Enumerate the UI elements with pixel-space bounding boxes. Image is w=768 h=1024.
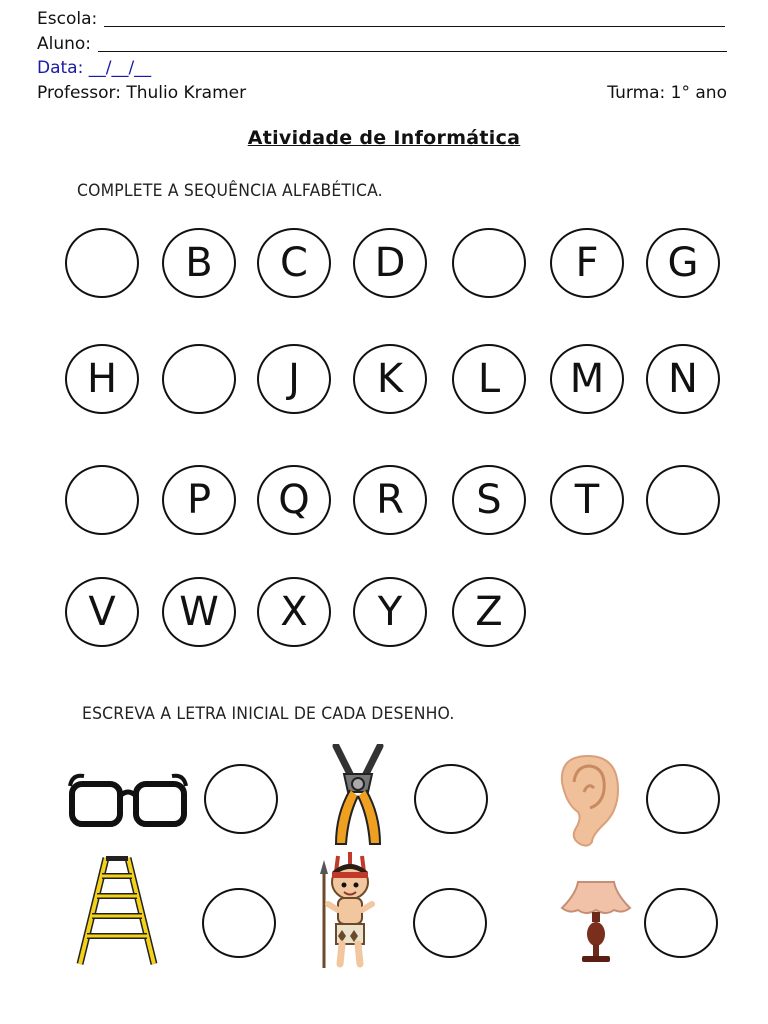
- letter-circle-q: [257, 465, 331, 535]
- letter-text: L: [477, 356, 501, 402]
- ear-icon: [542, 752, 626, 848]
- student-label: Aluno:: [37, 34, 92, 54]
- student-fill-line[interactable]: [98, 51, 727, 52]
- letter-circle-w: [162, 577, 236, 647]
- glasses-icon: [66, 770, 190, 830]
- letter-circle-v: [65, 577, 139, 647]
- letter-text: N: [668, 356, 698, 402]
- letter-text: H: [86, 356, 118, 402]
- lamp-icon: [556, 878, 636, 968]
- letter-text: M: [569, 356, 605, 402]
- answer-circle-1[interactable]: [204, 764, 278, 834]
- letter-text: D: [374, 240, 406, 286]
- letter-text: F: [575, 240, 599, 286]
- answer-circle-3[interactable]: [646, 764, 720, 834]
- section1-instruction: COMPLETE A SEQUÊNCIA ALFABÉTICA.: [77, 181, 383, 201]
- letter-text: B: [185, 240, 213, 286]
- answer-circle-4[interactable]: [202, 888, 276, 958]
- letter-circle-x: [257, 577, 331, 647]
- letter-circle-h: [65, 344, 139, 414]
- blank-letter-circle[interactable]: [65, 465, 139, 535]
- section2-instruction: ESCREVA A LETRA INICIAL DE CADA DESENHO.: [82, 704, 455, 724]
- letter-circle-z: [452, 577, 526, 647]
- letter-circle-j: [257, 344, 331, 414]
- letter-text: G: [667, 240, 699, 286]
- letter-text: X: [280, 589, 308, 635]
- letter-text: V: [88, 589, 116, 635]
- class-label: Turma: 1° ano: [607, 83, 727, 103]
- letter-text: C: [280, 240, 308, 286]
- blank-letter-circle[interactable]: [162, 344, 236, 414]
- letter-circle-c: [257, 228, 331, 298]
- letter-circle-r: [353, 465, 427, 535]
- letter-circle-y: [353, 577, 427, 647]
- date-label: Data: __/__/__: [37, 58, 152, 78]
- letter-text: Z: [475, 589, 503, 635]
- letter-text: K: [376, 356, 404, 402]
- letter-text: Q: [278, 477, 310, 523]
- teacher-label: Professor: Thulio Kramer: [37, 83, 247, 103]
- letter-circle-b: [162, 228, 236, 298]
- letter-circle-g: [646, 228, 720, 298]
- blank-letter-circle[interactable]: [646, 465, 720, 535]
- letter-text: T: [574, 477, 600, 523]
- page-title: Atividade de Informática: [247, 127, 521, 149]
- school-fill-line[interactable]: [104, 26, 725, 27]
- letter-circle-f: [550, 228, 624, 298]
- letter-circle-t: [550, 465, 624, 535]
- letter-text: R: [376, 477, 404, 523]
- pliers-icon: [322, 744, 394, 850]
- school-label: Escola:: [37, 9, 98, 29]
- letter-text: S: [476, 477, 502, 523]
- letter-circle-s: [452, 465, 526, 535]
- blank-letter-circle[interactable]: [452, 228, 526, 298]
- letter-text: W: [179, 589, 219, 635]
- indigenous-child-icon: [318, 850, 382, 970]
- answer-circle-6[interactable]: [644, 888, 718, 958]
- letter-circle-d: [353, 228, 427, 298]
- answer-circle-5[interactable]: [413, 888, 487, 958]
- letter-circle-m: [550, 344, 624, 414]
- blank-letter-circle[interactable]: [65, 228, 139, 298]
- letter-circle-k: [353, 344, 427, 414]
- letter-text: J: [288, 356, 300, 402]
- letter-text: P: [186, 477, 212, 523]
- letter-circle-l: [452, 344, 526, 414]
- letter-text: Y: [377, 589, 403, 635]
- answer-circle-2[interactable]: [414, 764, 488, 834]
- letter-circle-p: [162, 465, 236, 535]
- letter-circle-n: [646, 344, 720, 414]
- ladder-icon: [76, 856, 162, 968]
